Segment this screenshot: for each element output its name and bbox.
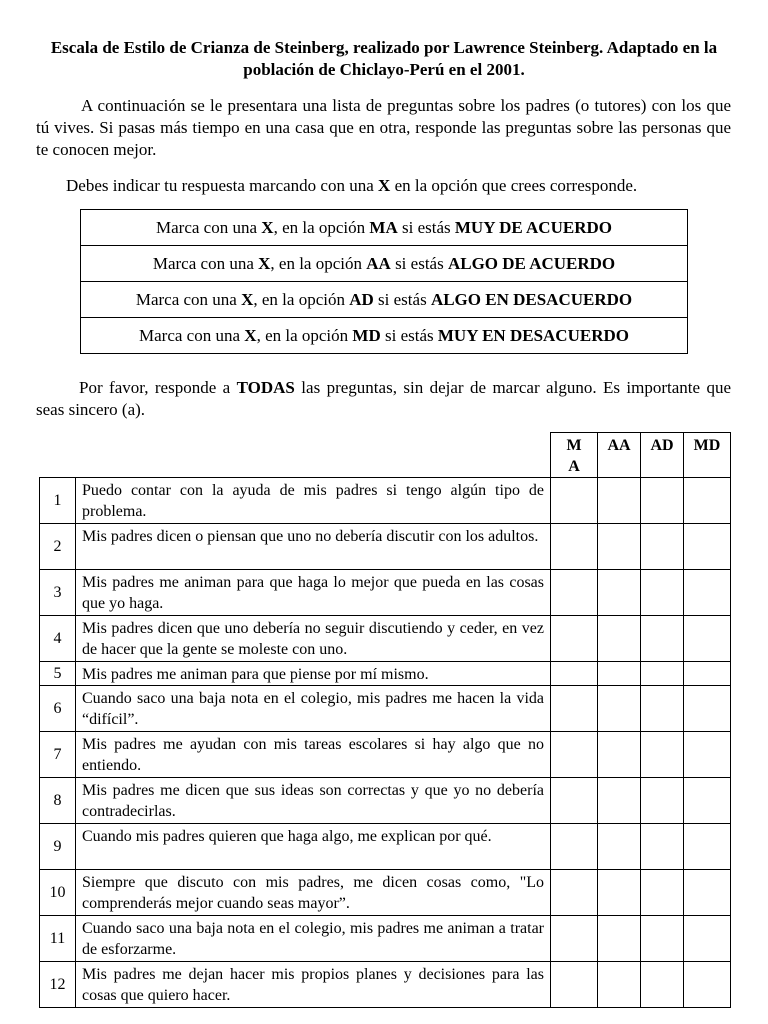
question-row [40,686,731,732]
question-row [40,870,731,916]
question-number: 6 [40,686,76,732]
question-text: Cuando mis padres quieren que haga algo, me explican por qué. [76,824,551,870]
instruction-paragraph [36,175,731,197]
question-row [40,732,731,778]
column-header-aa: AA [598,433,641,478]
answer-cell-md[interactable] [684,732,731,778]
question-row [40,916,731,962]
answer-cell-ma[interactable] [551,686,598,732]
question-text: Mis padres dicen o piensan que uno no debería discutir con los adultos. [76,524,551,570]
instruction-text-end: en la opción que crees corresponde. [390,176,638,195]
request-paragraph: Por favor, responde a TODAS las preguntas, sin dejar de marcar alguno. Es importante que seas sincero (a). [36,378,731,419]
question-row [40,824,731,870]
legend-code: AD [349,289,374,309]
answer-cell-md[interactable] [684,916,731,962]
question-text: Siempre que discuto con mis padres, me dicen cosas como, "Lo comprenderás mejor cuando seas mayor”. [76,870,551,916]
answer-cell-md[interactable] [684,870,731,916]
answer-cell-md[interactable] [684,570,731,616]
question-number: 12 [40,962,76,1008]
question-text: Mis padres me animan para que piense por mí mismo. [76,662,551,686]
answer-cell-aa[interactable] [598,732,641,778]
answer-cell-aa[interactable] [598,870,641,916]
response-legend-table [80,209,688,354]
answer-cell-ad[interactable] [641,662,684,686]
question-text: Mis padres me dicen que sus ideas son correctas y que yo no debería contradecirlas. [76,778,551,824]
intro-paragraph: A continuación se le presentara una lista de preguntas sobre los padres (o tutores) con los que tú vives. Si pasas más tiempo en una casa que en otra, responde las preguntas sobre las personas que te conocen mejor. [36,96,731,159]
question-row [40,570,731,616]
answer-cell-md[interactable] [684,824,731,870]
answer-cell-md[interactable] [684,524,731,570]
question-number: 2 [40,524,76,570]
question-number: 3 [40,570,76,616]
answer-cell-md[interactable] [684,616,731,662]
instruction-mark: X [378,176,391,195]
answer-cell-ad[interactable] [641,732,684,778]
answer-cell-ma[interactable] [551,524,598,570]
request-emphasis: TODAS [236,378,295,397]
legend-row: Marca con una X, en la opción AA si estás ALGO DE ACUERDO [81,246,688,282]
answer-cell-md[interactable] [684,962,731,1008]
answer-cell-ma[interactable] [551,732,598,778]
answer-cell-aa[interactable] [598,662,641,686]
legend-meaning: MUY EN DESACUERDO [437,325,629,345]
answer-cell-aa[interactable] [598,686,641,732]
answer-cell-ma[interactable] [551,570,598,616]
answer-cell-ma[interactable] [551,778,598,824]
answer-cell-aa[interactable] [598,778,641,824]
question-number: 5 [40,662,76,686]
answer-cell-aa[interactable] [598,478,641,524]
legend-row: Marca con una X, en la opción MA si estás MUY DE ACUERDO [81,210,688,246]
question-text: Mis padres dicen que uno debería no seguir discutiendo y ceder, en vez de hacer que la gente se moleste con uno. [76,616,551,662]
question-number: 1 [40,478,76,524]
answer-cell-ad[interactable] [641,824,684,870]
answer-cell-ad[interactable] [641,616,684,662]
question-number: 4 [40,616,76,662]
answer-cell-aa[interactable] [598,824,641,870]
question-text: Mis padres me ayudan con mis tareas escolares si hay algo que no entiendo. [76,732,551,778]
answer-cell-ma[interactable] [551,662,598,686]
answer-cell-ad[interactable] [641,478,684,524]
legend-meaning: ALGO EN DESACUERDO [430,289,633,309]
answer-cell-ad[interactable] [641,870,684,916]
document-title: Escala de Estilo de Crianza de Steinberg, realizado por Lawrence Steinberg. Adaptado en la población de Chiclayo-Perú en el 2001. [50,38,718,79]
question-number: 10 [40,870,76,916]
question-row [40,778,731,824]
question-text: Cuando saco una baja nota en el colegio, mis padres me hacen la vida “difícil”. [76,686,551,732]
answer-cell-ad[interactable] [641,570,684,616]
answer-cell-ad[interactable] [641,778,684,824]
legend-row: Marca con una X, en la opción MD si estás MUY EN DESACUERDO [81,318,688,354]
answer-cell-md[interactable] [684,478,731,524]
answer-cell-aa[interactable] [598,570,641,616]
header-row [40,433,731,478]
question-text: Cuando saco una baja nota en el colegio, mis padres me animan a tratar de esforzarme. [76,916,551,962]
answer-cell-ma[interactable] [551,478,598,524]
legend-meaning: MUY DE ACUERDO [454,217,612,237]
answer-cell-md[interactable] [684,778,731,824]
question-row [40,524,731,570]
legend-row: Marca con una X, en la opción AD si estás ALGO EN DESACUERDO [81,282,688,318]
question-number: 8 [40,778,76,824]
answer-cell-ma[interactable] [551,824,598,870]
answer-cell-ma[interactable] [551,962,598,1008]
answer-cell-ad[interactable] [641,686,684,732]
legend-code: MD [352,325,381,345]
column-header-ad: AD [641,433,684,478]
question-text: Mis padres me dejan hacer mis propios planes y decisiones para las cosas que quiero hacer. [76,962,551,1008]
answer-cell-ad[interactable] [641,962,684,1008]
question-number: 9 [40,824,76,870]
question-row [40,616,731,662]
answer-cell-aa[interactable] [598,916,641,962]
answer-cell-ma[interactable] [551,916,598,962]
answer-cell-ma[interactable] [551,870,598,916]
answer-cell-ma[interactable] [551,616,598,662]
instruction-text: Debes indicar tu respuesta marcando con una [66,176,379,195]
question-row [40,478,731,524]
answer-cell-md[interactable] [684,662,731,686]
legend-meaning: ALGO DE ACUERDO [447,253,616,273]
answer-cell-aa[interactable] [598,524,641,570]
question-text: Puedo contar con la ayuda de mis padres si tengo algún tipo de problema. [76,478,551,524]
question-text: Mis padres me animan para que haga lo mejor que pueda en las cosas que yo haga. [76,570,551,616]
question-row [40,662,731,686]
answer-cell-ad[interactable] [641,916,684,962]
question-row [40,962,731,1008]
column-header-md: MD [684,433,731,478]
column-header-ma: M A [551,433,598,478]
questionnaire-table [39,432,731,1008]
legend-code: MA [369,217,398,237]
question-number: 11 [40,916,76,962]
question-number: 7 [40,732,76,778]
answer-cell-aa[interactable] [598,962,641,1008]
answer-cell-md[interactable] [684,686,731,732]
answer-cell-ad[interactable] [641,524,684,570]
answer-cell-aa[interactable] [598,616,641,662]
legend-code: AA [366,253,391,273]
